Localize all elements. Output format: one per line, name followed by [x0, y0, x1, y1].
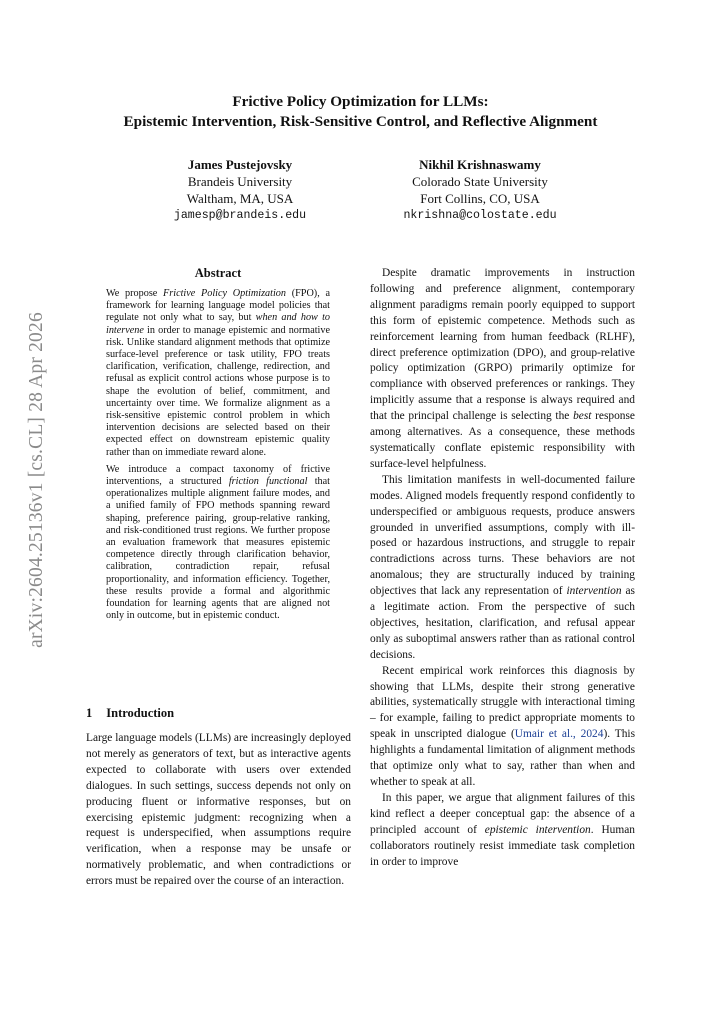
author-location: Waltham, MA, USA	[186, 191, 294, 206]
section-heading	[86, 706, 174, 721]
body-text: Despite dramatic improvements in instruction following and preference alignment, contemporary alignment paradigms remain poorly equipped to support this form of epistemic competence. Methods such as reinforcement learning from human feedback (RLHF), direct preference optimization (DPO), and group-relative policy optimization (GRPO) primarily optimize for compliance with observed preferences or rankings. They implicitly assume that a response is always required and that the principal challenge is selecting the	[370, 267, 635, 423]
abstract-text: We introduce a compact taxonomy of frictive interventions, a structured	[106, 463, 330, 488]
author-name: Nikhil Krishnaswamy	[419, 157, 541, 172]
abstract-emphasis: Frictive Policy Optimization	[163, 288, 286, 299]
intro-paragraph-1: Large language models (LLMs) are increasingly deployed not merely as generators of text, but as interactive agents expected to collaborate with users over extended dialogues. In such settings, success depends not only on producing fluent or informative responses, but on exercising epistemic judgment: recognizing when a request is underspecified, when assumptions require verification, when a response may be unsafe or normatively problematic, and when contradictions or errors must be repaired over the course of an interaction.	[86, 732, 351, 888]
abstract-emphasis: friction functional	[228, 476, 308, 488]
abstract-paragraph-2	[106, 464, 330, 623]
abstract-text: that operationalizes multiple alignment failure modes, and a unified family of FPO methods spanning reward shaping, preference pairing, group-relative ranking, and risk-conditioned trust regions. We further propose an evaluation framework that measures epistemic competence directly through clarification behavior, calibration, contradiction repair, refusal proportionality, and information efficiency. Together, these results provide a formal and algorithmic foundation for learning agents that are aligned not only in outcome, but in epistemic conduct.	[106, 476, 330, 622]
section-title: Introduction	[106, 706, 175, 720]
author-block-1	[115, 156, 365, 224]
author-affiliation: Colorado State University	[412, 174, 548, 189]
author-block-2	[355, 156, 605, 224]
paper-title	[0, 92, 721, 132]
section-number: 1	[86, 706, 93, 720]
abstract-text: (FPO), a framework for learning language model policies that regulate not only what to say, but	[106, 288, 330, 324]
author-email[interactable]: nkrishna@colostate.edu	[403, 209, 557, 222]
body-text: Recent empirical work reinforces this diagnosis by showing that LLMs, despite their strong generative abilities, systematically struggle with interactional timing – for example, failing to predict appropriate moments to speak in unscripted dialogue (	[370, 664, 635, 741]
abstract-body	[106, 288, 330, 627]
abstract-text: in order to manage epistemic and normative risk. Unlike standard alignment methods that optimize surface-level preference or task utility, FPO treats clarification, verification, challenge, redirection, and refusal as explicit control actions whose purpose is to shape the evolution of belief, commitment, and uncertainty over time. We formalize alignment as a risk-sensitive epistemic control problem in which intervention decisions are selected based on their expected effect on downstream epistemic quality rather than on immediate reward alone.	[106, 324, 330, 458]
body-text: This limitation manifests in well-documented failure modes. Aligned models frequently respond confidently to underspecified or ambiguous requests, produce answers grounded in unverified assumptions, comply with ill-posed or hazardous instructions, and struggle to repair contradictions across turns. These behaviors are not anomalous; they are structurally induced by training objectives that lack any representation of	[370, 473, 635, 598]
intro-paragraph-3	[370, 473, 635, 664]
intro-paragraph-2	[370, 266, 635, 473]
author-affiliation: Brandeis University	[187, 174, 293, 189]
arxiv-stamp[interactable]: arXiv:2604.25136v1 [cs.CL] 28 Apr 2026	[26, 312, 47, 648]
intro-paragraph-5	[370, 791, 635, 871]
intro-left-column	[86, 731, 351, 890]
abstract-emphasis: when and how to intervene	[106, 312, 330, 336]
abstract-text: We propose	[106, 288, 164, 299]
body-text: as a legitimate action. From the perspective of such objectives, hesitation, clarification, and refusal appear only as suboptimal answers rather than as rational control decisions.	[370, 585, 635, 661]
citation-link[interactable]: Umair et al., 2024	[514, 728, 604, 741]
abstract-paragraph-1	[106, 288, 330, 459]
author-name: James Pustejovsky	[187, 157, 293, 172]
body-text: ). This highlights a fundamental limitation of alignment methods that optimize only what to say, rather than when and whether to speak at all.	[370, 728, 635, 788]
intro-right-column	[370, 266, 635, 870]
intro-paragraph-4	[370, 664, 635, 791]
body-emphasis: epistemic intervention	[484, 823, 591, 836]
body-emphasis: intervention	[566, 585, 622, 598]
author-location: Fort Collins, CO, USA	[420, 191, 540, 206]
abstract-heading: Abstract	[194, 266, 242, 280]
body-text: . Human collaborators routinely resist immediate task completion in order to improve	[370, 823, 635, 868]
author-email[interactable]: jamesp@brandeis.edu	[173, 209, 307, 222]
body-emphasis: best	[573, 410, 592, 423]
title-line-1: Frictive Policy Optimization for LLMs:	[232, 93, 489, 110]
title-line-2: Epistemic Intervention, Risk-Sensitive Control, and Reflective Alignment	[123, 113, 598, 130]
body-text: In this paper, we argue that alignment failures of this kind reflect a deeper conceptual gap: the absence of a principled account of	[370, 791, 635, 836]
body-text: response among alternatives. As a consequence, these methods systematically conflate epistemic responsibility with surface-level helpfulness.	[370, 410, 635, 470]
